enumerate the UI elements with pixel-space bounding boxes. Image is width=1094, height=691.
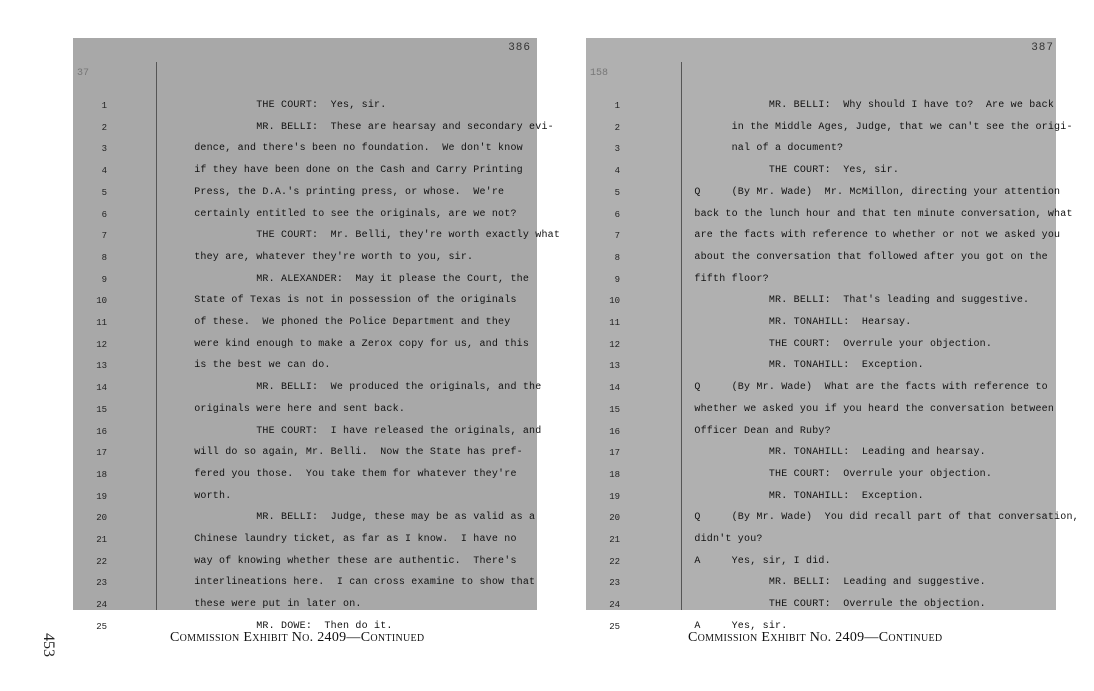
transcript-line <box>609 465 1056 487</box>
page-tag: 386 <box>508 42 531 54</box>
transcript-line <box>96 291 537 313</box>
line-text: originals were here and sent back. <box>157 403 406 415</box>
line-number: 23 <box>96 578 107 589</box>
transcript-line <box>96 552 537 574</box>
exhibit-caption-right <box>688 630 942 646</box>
line-text: THE COURT: Overrule the objection. <box>682 599 986 611</box>
transcript-line <box>609 552 1056 574</box>
page-number: 453 <box>40 633 57 657</box>
line-text: fifth floor? <box>682 273 769 285</box>
transcript-line <box>96 487 537 509</box>
transcript-line <box>96 443 537 465</box>
line-text: State of Texas is not in possession of the originals <box>157 295 517 307</box>
line-number: 24 <box>96 600 107 611</box>
line-text: MR. TONAHILL: Exception. <box>682 360 924 372</box>
line-text: in the Middle Ages, Judge, that we can't see the origi- <box>682 121 1073 133</box>
transcript-line <box>101 248 537 270</box>
line-number: 1 <box>101 101 107 111</box>
line-number: 15 <box>96 404 107 415</box>
line-number: 10 <box>96 296 107 307</box>
transcript-line <box>101 226 561 248</box>
transcript-line <box>101 161 537 183</box>
line-number: 9 <box>614 274 620 285</box>
line-number: 6 <box>101 209 107 220</box>
line-text: THE COURT: I have released the originals, and <box>157 425 542 437</box>
transcript-line <box>609 335 1056 357</box>
line-text: MR. TONAHILL: Exception. <box>682 490 924 502</box>
transcript-line <box>614 161 1056 183</box>
line-number: 22 <box>96 556 107 567</box>
line-text: way of knowing whether these are authentic. There's <box>157 555 517 567</box>
line-text: THE COURT: Overrule your objection. <box>682 338 993 350</box>
line-text: nal of a document? <box>682 143 844 155</box>
transcript-line <box>96 465 537 487</box>
line-text: MR. BELLI: These are hearsay and secondary evi- <box>157 121 554 133</box>
transcript-line <box>614 205 1073 227</box>
line-number: 4 <box>614 166 620 177</box>
line-number: 13 <box>96 361 107 372</box>
line-text: MR. TONAHILL: Hearsay. <box>682 317 912 328</box>
transcript-line <box>609 422 1056 444</box>
line-text: is the best we can do. <box>157 360 331 372</box>
line-number: 18 <box>609 469 620 480</box>
transcript-line <box>614 226 1061 248</box>
transcript-line <box>96 378 542 400</box>
transcript-line <box>609 400 1056 422</box>
transcript-line <box>614 139 1056 161</box>
transcript-line <box>614 270 1056 292</box>
transcript-line <box>96 508 537 530</box>
page-tag: 387 <box>1031 42 1054 54</box>
exhibit-caption-left <box>170 630 424 646</box>
transcript-line <box>614 248 1056 270</box>
line-number: 11 <box>96 318 107 328</box>
line-number: 19 <box>609 491 620 502</box>
transcript-line <box>609 291 1056 313</box>
line-number: 19 <box>96 491 107 502</box>
line-number: 17 <box>96 448 107 459</box>
margin-note: 158 <box>590 68 609 79</box>
transcript-line <box>609 530 1056 552</box>
transcript-line <box>609 313 1056 335</box>
line-number: 7 <box>614 231 620 242</box>
line-text: Press, the D.A.'s printing press, or whose. We're <box>157 186 505 198</box>
line-text: they are, whatever they're worth to you, sir. <box>157 251 474 263</box>
transcript-line <box>101 270 537 292</box>
line-text: Q (By Mr. Wade) What are the facts with reference to <box>682 382 1048 394</box>
line-number: 14 <box>96 383 107 394</box>
line-text: were kind enough to make a Zerox copy for us, and this <box>157 338 530 350</box>
caption-text: Commission Exhibit No. 2409—Continued <box>688 630 943 645</box>
line-text: A Yes, sir, I did. <box>682 555 831 567</box>
transcript-line <box>96 313 537 335</box>
transcript-sheet <box>609 62 1079 632</box>
transcript-line <box>609 573 1056 595</box>
line-number: 4 <box>101 166 107 177</box>
line-text: interlineations here. I can cross examine to show that <box>157 577 536 589</box>
line-text: Officer Dean and Ruby? <box>682 425 831 437</box>
transcript-line <box>96 400 537 422</box>
line-text: MR. DOWE: Then do it. <box>157 620 393 632</box>
transcript-sheet <box>96 62 561 632</box>
transcript-line <box>614 118 1073 140</box>
transcript-line <box>609 508 1079 530</box>
line-number: 16 <box>609 426 620 437</box>
margin-note: 37 <box>77 68 90 79</box>
line-number: 5 <box>101 187 107 198</box>
line-number: 6 <box>614 209 620 220</box>
line-number: 25 <box>609 621 620 632</box>
line-text: MR. BELLI: That's leading and suggestive. <box>682 295 1030 307</box>
line-number: 12 <box>96 339 107 350</box>
line-text: dence, and there's been no foundation. We don't know <box>157 143 523 155</box>
line-text: certainly entitled to see the originals, are we not? <box>157 208 517 220</box>
line-number: 11 <box>609 318 620 328</box>
transcript-line <box>609 595 1056 617</box>
transcript-line <box>96 530 537 552</box>
transcript-line <box>101 96 537 118</box>
transcript-line <box>609 356 1056 378</box>
line-number: 2 <box>101 122 107 133</box>
transcript-page-left <box>73 38 561 632</box>
line-number: 23 <box>609 578 620 589</box>
transcript-line <box>96 595 537 617</box>
line-number: 24 <box>609 600 620 611</box>
line-text: A Yes, sir. <box>682 620 788 632</box>
line-number: 8 <box>101 252 107 263</box>
line-number: 22 <box>609 556 620 567</box>
line-text: fered you those. You take them for whatever they're <box>157 468 517 480</box>
line-number: 15 <box>609 404 620 415</box>
transcript-line <box>609 443 1056 465</box>
line-number: 2 <box>614 122 620 133</box>
line-number: 17 <box>609 448 620 459</box>
transcript-line <box>96 573 537 595</box>
line-number: 7 <box>101 231 107 242</box>
line-text: MR. ALEXANDER: May it please the Court, the <box>157 273 530 285</box>
line-number: 1 <box>614 101 620 111</box>
transcript-line <box>609 378 1056 400</box>
line-text: MR. BELLI: Why should I have to? Are we back <box>682 100 1055 111</box>
line-number: 8 <box>614 252 620 263</box>
line-number: 21 <box>96 535 107 545</box>
line-number: 21 <box>609 535 620 545</box>
line-text: these were put in later on. <box>157 599 362 611</box>
line-text: MR. TONAHILL: Leading and hearsay. <box>682 447 986 459</box>
transcript-line <box>609 487 1056 509</box>
line-number: 20 <box>609 513 620 524</box>
line-text: Q (By Mr. Wade) Mr. McMillon, directing your attention <box>682 186 1061 198</box>
line-text: didn't you? <box>682 534 763 545</box>
line-number: 12 <box>609 339 620 350</box>
transcript-line <box>96 335 537 357</box>
line-text: THE COURT: Yes, sir. <box>682 165 900 177</box>
line-text: back to the lunch hour and that ten minute conversation, what <box>682 208 1073 220</box>
line-text: about the conversation that followed after you got on the <box>682 251 1048 263</box>
transcript-line <box>614 96 1056 118</box>
line-text: will do so again, Mr. Belli. Now the State has pref- <box>157 447 523 459</box>
transcript-page-right <box>586 38 1079 632</box>
line-text: MR. BELLI: Leading and suggestive. <box>682 577 986 589</box>
line-number: 25 <box>96 621 107 632</box>
transcript-line <box>96 356 537 378</box>
line-text: if they have been done on the Cash and Carry Printing <box>157 165 523 177</box>
line-number: 13 <box>609 361 620 372</box>
line-number: 20 <box>96 513 107 524</box>
transcript-line <box>101 205 537 227</box>
transcript-line <box>101 139 537 161</box>
line-number: 3 <box>614 144 620 155</box>
line-text: THE COURT: Yes, sir. <box>157 100 387 111</box>
transcript-line <box>614 183 1061 205</box>
line-text: worth. <box>157 490 232 502</box>
line-text: Q (By Mr. Wade) You did recall part of that conversation, <box>682 512 1079 524</box>
caption-text: Commission Exhibit No. 2409—Continued <box>170 630 425 645</box>
transcript-line <box>101 118 554 140</box>
line-number: 16 <box>96 426 107 437</box>
line-text: MR. BELLI: We produced the originals, and the <box>157 382 542 394</box>
line-number: 18 <box>96 469 107 480</box>
line-text: of these. We phoned the Police Department and they <box>157 317 511 328</box>
line-text: MR. BELLI: Judge, these may be as valid as a <box>157 512 536 524</box>
line-text: Chinese laundry ticket, as far as I know. I have no <box>157 534 517 545</box>
line-number: 14 <box>609 383 620 394</box>
line-number: 9 <box>101 274 107 285</box>
line-number: 10 <box>609 296 620 307</box>
line-text: whether we asked you if you heard the conversation between <box>682 403 1055 415</box>
line-text: THE COURT: Overrule your objection. <box>682 468 993 480</box>
line-text: THE COURT: Mr. Belli, they're worth exactly what <box>157 230 561 242</box>
line-text: are the facts with reference to whether or not we asked you <box>682 230 1061 242</box>
line-number: 3 <box>101 144 107 155</box>
line-number: 5 <box>614 187 620 198</box>
transcript-line <box>96 422 542 444</box>
transcript-line <box>101 183 537 205</box>
